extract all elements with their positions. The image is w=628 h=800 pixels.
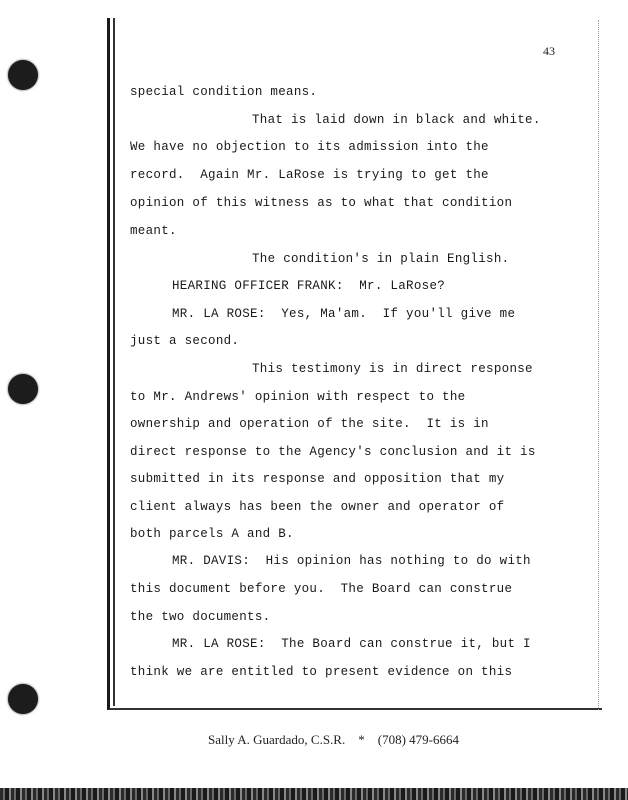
speaker-line: MR. DAVIS: His opinion has nothing to do with	[172, 554, 531, 568]
transcript-line: submitted in its response and opposition that my	[130, 472, 505, 486]
reporter-name: Sally A. Guardado, C.S.R.	[208, 732, 346, 747]
transcript-line: That is laid down in black and white.	[252, 113, 541, 127]
transcript-line: just a second.	[130, 334, 240, 348]
reporter-phone: (708) 479-6664	[377, 732, 459, 747]
transcript-line: this document before you. The Board can construe	[130, 582, 513, 596]
transcript-line: The condition's in plain English.	[252, 252, 510, 266]
speaker-line: MR. LA ROSE: Yes, Ma'am. If you'll give me	[172, 307, 516, 321]
transcript-line: opinion of this witness as to what that condition	[130, 196, 513, 210]
transcript-line: record. Again Mr. LaRose is trying to get the	[130, 168, 489, 182]
speaker-line: MR. LA ROSE: The Board can construe it, but I	[172, 637, 531, 651]
binder-hole-bottom	[8, 684, 38, 714]
transcript-line: to Mr. Andrews' opinion with respect to the	[130, 390, 466, 404]
speaker-line: HEARING OFFICER FRANK: Mr. LaRose?	[172, 279, 446, 293]
margin-rule	[113, 18, 115, 706]
binder-hole-middle	[8, 374, 38, 404]
transcript-line: special condition means.	[130, 85, 318, 99]
scan-edge-noise	[0, 788, 628, 800]
page-number: 43	[543, 44, 555, 58]
transcript-line: client always has been the owner and operator of	[130, 500, 505, 514]
right-margin-rule	[598, 20, 600, 710]
footer-separator: *	[358, 732, 365, 747]
transcript-line: both parcels A and B.	[130, 527, 294, 541]
transcript-line: We have no objection to its admission into the	[130, 140, 489, 154]
transcript-line: This testimony is in direct response	[252, 362, 533, 376]
transcript-line: meant.	[130, 224, 177, 238]
transcript-line: direct response to the Agency's conclusion and it is	[130, 445, 536, 459]
reporter-footer	[208, 732, 459, 748]
transcript-line: the two documents.	[130, 610, 271, 624]
transcript-line: ownership and operation of the site. It is in	[130, 417, 489, 431]
transcript-line: think we are entitled to present evidence on this	[130, 665, 513, 679]
binder-hole-top	[8, 60, 38, 90]
